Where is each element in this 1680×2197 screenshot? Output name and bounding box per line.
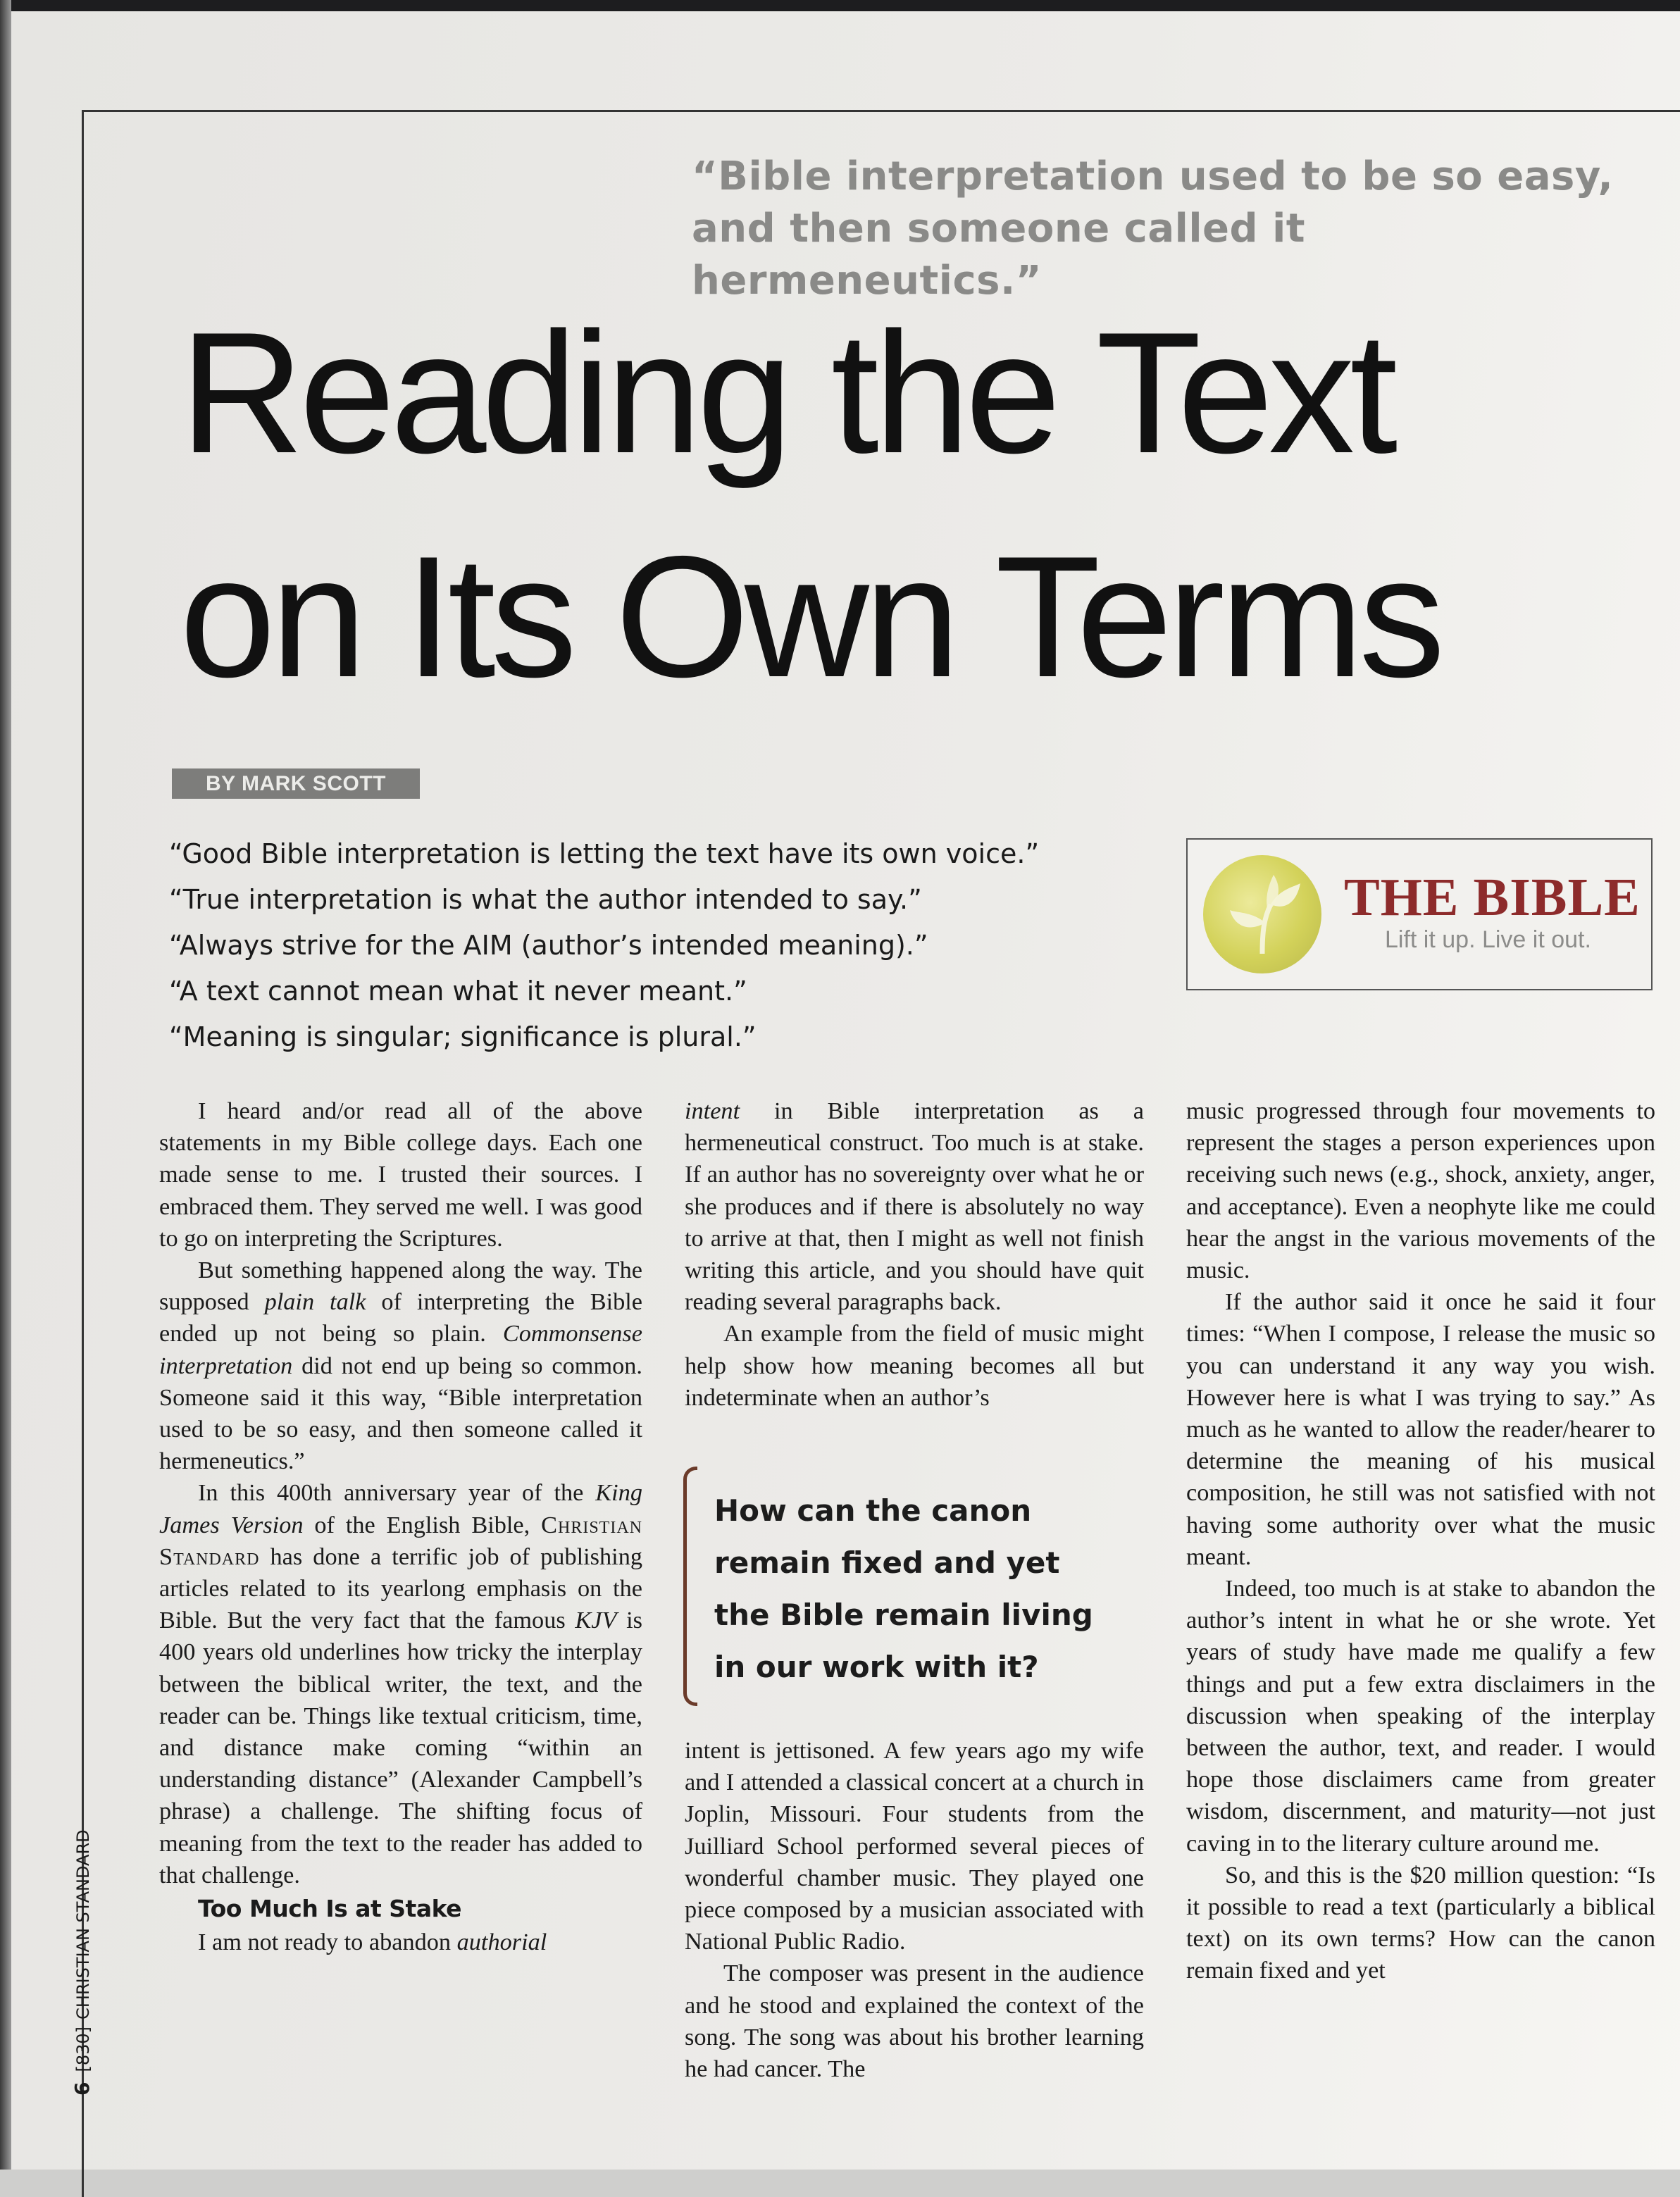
callout-line: in our work with it? (714, 1650, 1039, 1684)
paragraph: The composer was present in the audience and he stood and explained the context of the song. The song was about his brother learning he had cancer. The (685, 1960, 1144, 2083)
paragraph: I am not ready to abandon authorial (198, 1929, 547, 1956)
the-bible-series-logo (1186, 838, 1653, 990)
opening-quote: “Always strive for the AIM (author’s intended meaning).” (169, 930, 928, 961)
headline-line-1: Reading the Text (180, 296, 1393, 489)
headline-line-2: on Its Own Terms (180, 520, 1441, 713)
callout-line: How can the canon (714, 1493, 1032, 1528)
pull-quote-line-1: “Bible interpretation used to be so easy, (692, 154, 1614, 199)
section-subheading: Too Much Is at Stake (198, 1895, 462, 1923)
callout-bracket (683, 1467, 697, 1706)
paragraph: An example from the field of music might help show how meaning becomes all but indeterminate when an author’s (685, 1320, 1144, 1411)
paragraph: In this 400th anniversary year of the King James Version of the English Bible, Christian Standard has done a terrific job of publishing articles related to its yearlong emphasis on the Bible. But the very fact that the famous KJV is 400 years old underlines how tricky the interplay between the biblical writer, the text, and the reader can be. Things like textual criticism, time, and distance make coming “within an understanding distance” (Alexander Campbell’s phrase) a challenge. The shifting focus of meaning from the text to the reader has added to that challenge. (159, 1479, 642, 1888)
leaf-tree-icon (1203, 855, 1321, 973)
body-column-2-bottom (685, 1735, 1144, 2085)
paragraph: If the author said it once he said it four times: “When I compose, I release the music so you can understand it any way you wish. However here is what I was trying to say.” As much as he wanted to allow the reader/hearer to determine the meaning of his musical composition, he still was not satisfied with not having some authority over what the music meant. (1186, 1288, 1655, 1570)
body-column-2-top (685, 1095, 1144, 1414)
page-number: 6 (70, 2081, 94, 2096)
opening-quote: “Meaning is singular; significance is plural.” (169, 1021, 757, 1052)
author-byline: BY MARK SCOTT (172, 768, 420, 799)
paragraph: intent is jettisoned. A few years ago my wife and I attended a classical concert at a church in Joplin, Missouri. Four students from the Juilliard School performed several pieces of wonderful chamber music. They played one piece composed by a musician associated with National Public Radio. (685, 1737, 1144, 1955)
body-column-3 (1186, 1095, 1655, 1987)
opening-quote: “A text cannot mean what it never meant.” (169, 976, 747, 1007)
paragraph: music progressed through four movements to represent the stages a person experiences upon receiving such news (e.g., shock, anxiety, anger, and acceptance). Even a neophyte like me could hear the angst in the various movements of the music. (1186, 1097, 1655, 1284)
issue-number: [830] (73, 2026, 93, 2072)
page-gutter-shadow (0, 0, 11, 2170)
opening-quotes-list (169, 831, 1169, 1060)
paragraph: So, and this is the $20 million question: “Is it possible to read a text (particularly a biblical text) on its own terms? How can the canon remain fixed and yet (1186, 1861, 1655, 1984)
opening-quote: “True interpretation is what the author intended to say.” (169, 884, 922, 915)
page-folio (72, 1829, 94, 2096)
body-column-1 (159, 1095, 642, 1958)
logo-title: THE BIBLE (1344, 868, 1641, 927)
publication-name: CHRISTIAN STANDARD (73, 1829, 93, 2019)
callout-line: the Bible remain living (714, 1598, 1093, 1632)
callout-line: remain fixed and yet (714, 1545, 1060, 1580)
article-headline (180, 280, 1680, 728)
paragraph: intent in Bible interpretation as a hermeneutical construct. Too much is at stake. If an author has no sovereignty over what he or she produces and if there is absolutely no way to arrive at that, then I might as well not finish writing this article, and you should have quit reading several paragraphs back. (685, 1097, 1144, 1316)
pull-quote-line-2: and then someone called it hermeneutics.” (692, 206, 1306, 304)
paragraph: But something happened along the way. The supposed plain talk of interpreting the Bible ended up not being so plain. Commonsense interpretation did not end up being so common. Someone said it this way, “Bible interpretation used to be so easy, and then someone called it hermeneutics.” (159, 1257, 642, 1475)
paragraph: I heard and/or read all of the above statements in my Bible college days. Each one made sense to me. I trusted their sources. I embraced them. They served me well. I was good to go on interpreting the Scriptures. (159, 1097, 642, 1252)
top-edge-bar (0, 0, 1680, 11)
logo-tagline: Lift it up. Live it out. (1385, 926, 1591, 953)
paragraph: Indeed, too much is at stake to abandon the author’s intent in what he or she wrote. Yet years of study have made me qualify a few things and put a few extra disclaimers in the discussion when speaking of the interplay between the author, text, and reader. I would hope those disclaimers came from greater wisdom, discernment, and maturity—not just caving in to the literary culture around me. (1186, 1575, 1655, 1857)
opening-quote: “Good Bible interpretation is letting the text have its own voice.” (169, 838, 1040, 869)
callout-pull-quote (683, 1467, 1134, 1706)
